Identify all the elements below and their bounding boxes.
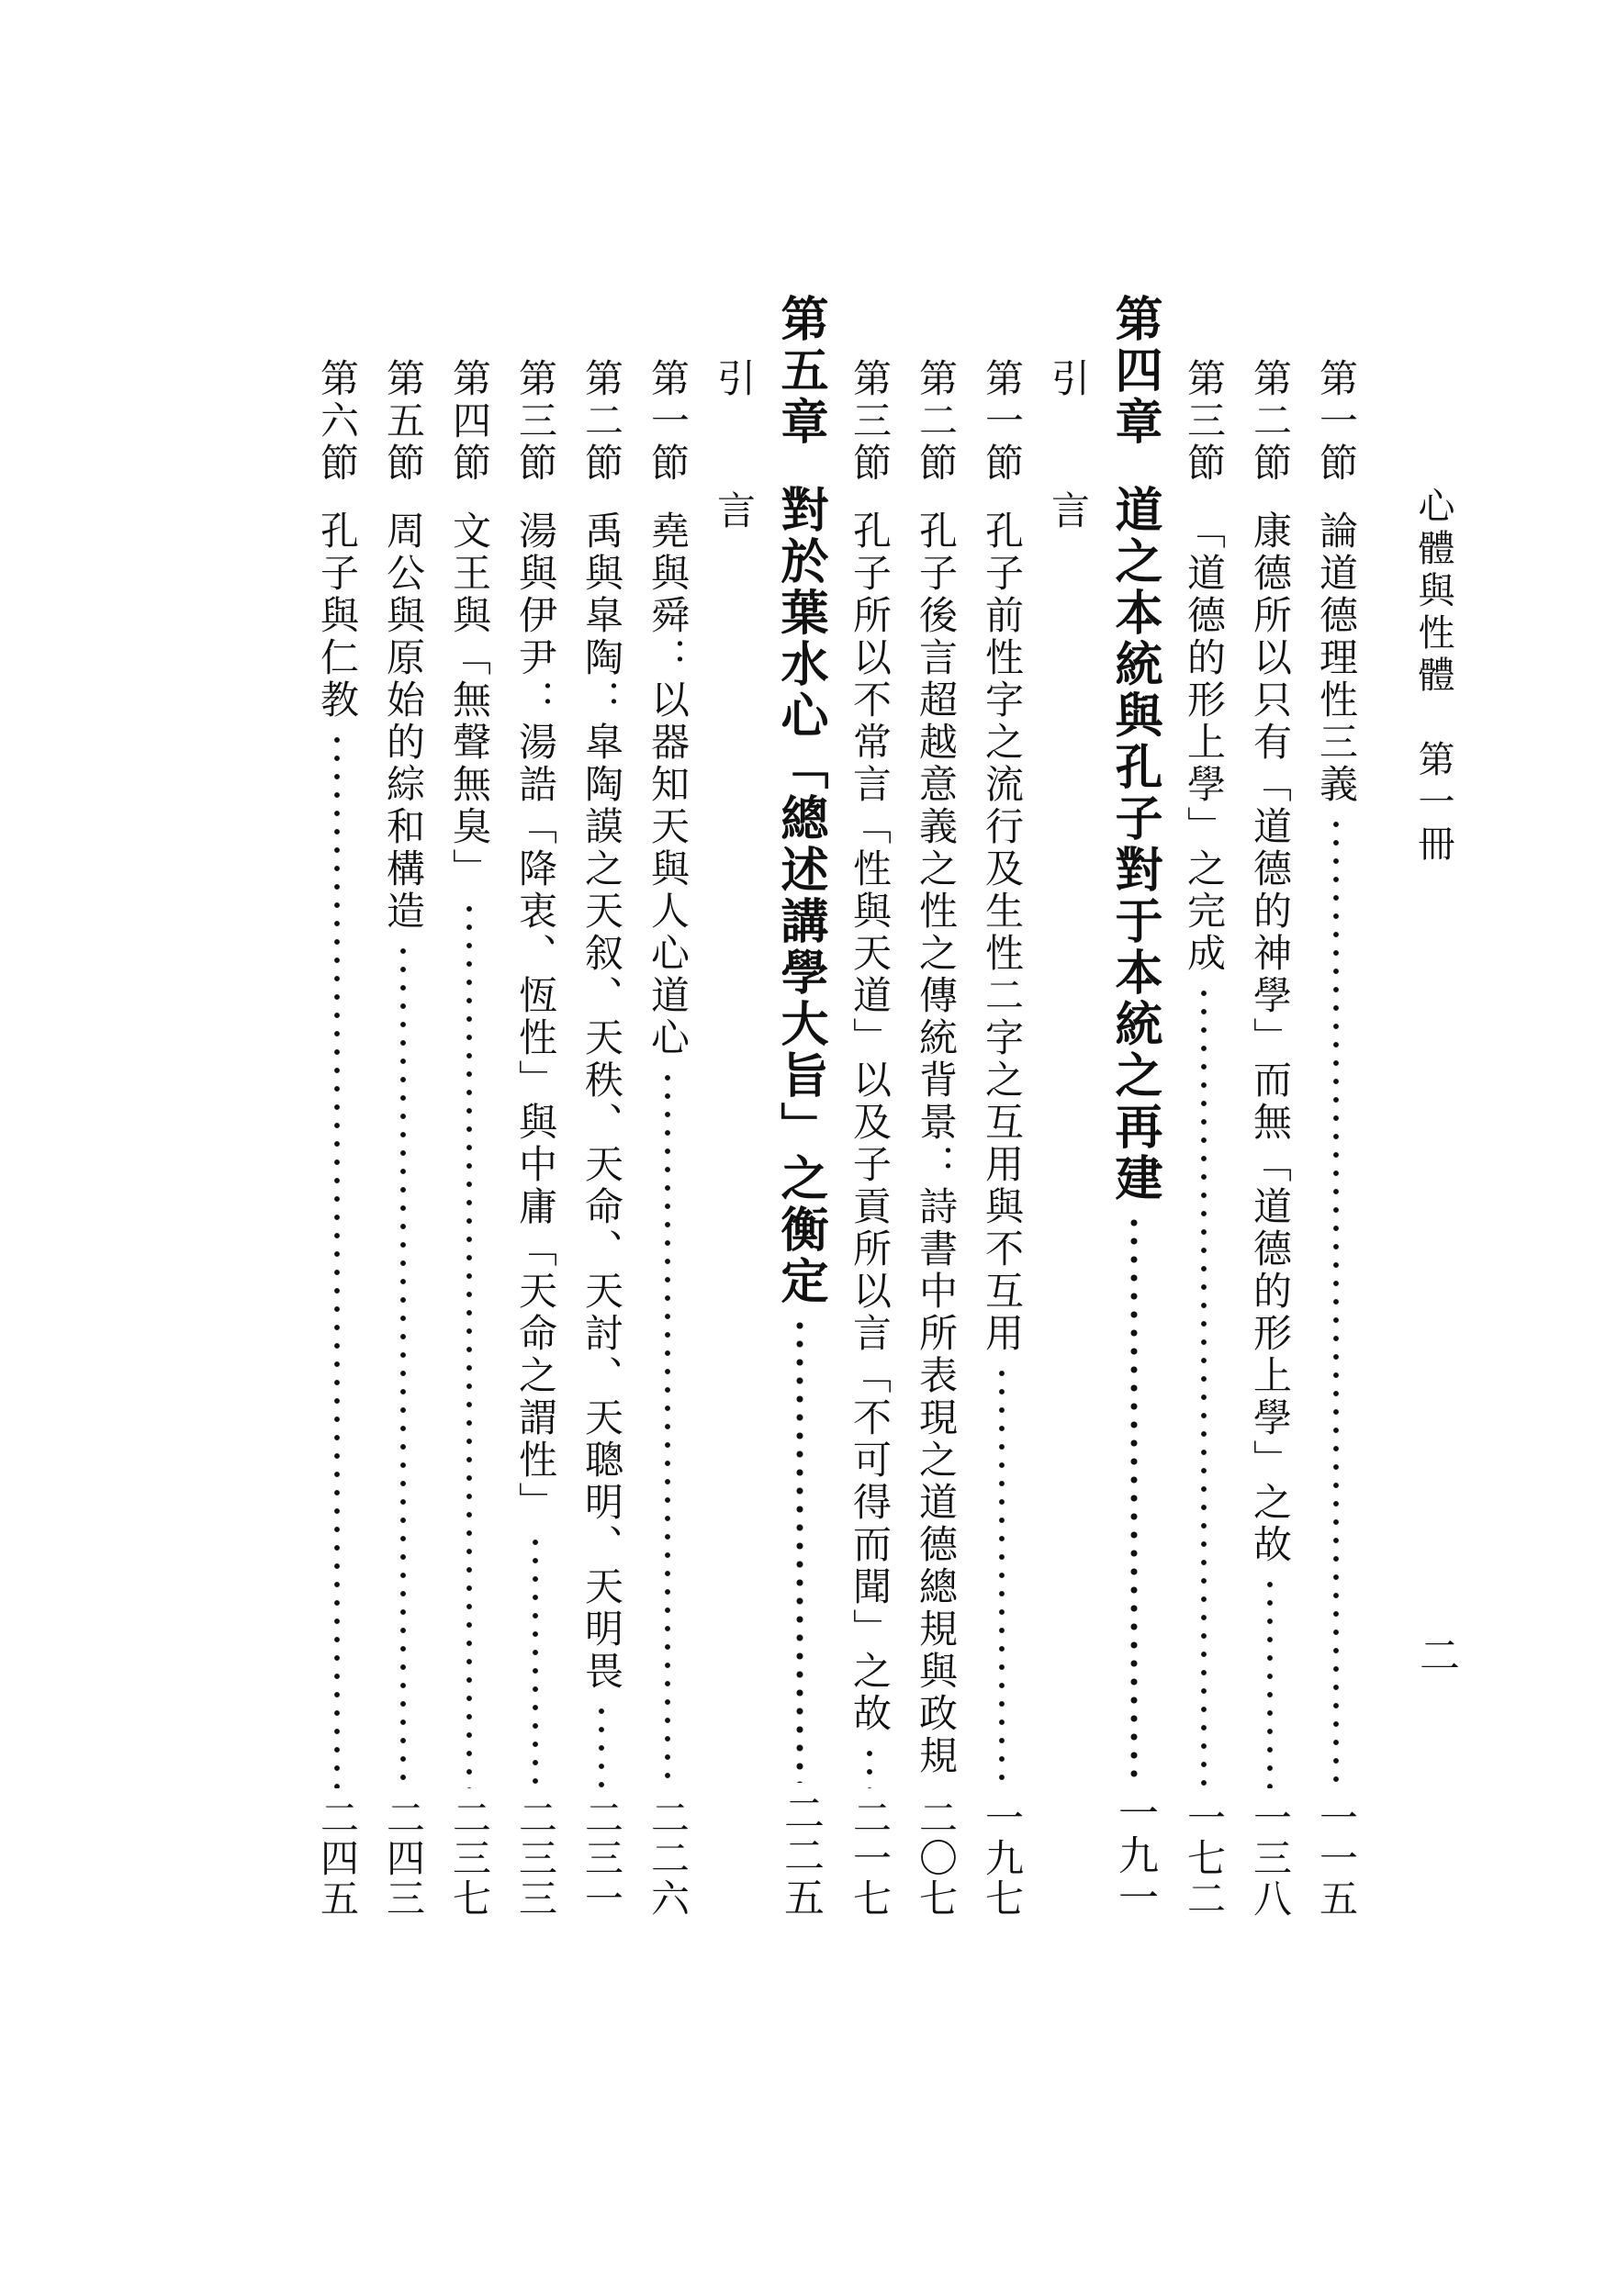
entry-page: 二四三 <box>381 1798 426 1919</box>
entry-title: 周公與原始的綜和構造 <box>381 510 426 933</box>
dot-leader <box>904 1786 968 1788</box>
entry-page: 二四五 <box>315 1798 360 1919</box>
dot-leader <box>305 731 369 1788</box>
chapter-label: 第四章 <box>1106 294 1162 448</box>
entry-label: 第五節 <box>381 358 426 485</box>
entry-title: 孔子前性字之流行及生性二字之互用與不互用 <box>980 510 1025 1355</box>
toc-intro-entry <box>702 358 766 1919</box>
entry-page: 一九七 <box>980 1798 1025 1919</box>
toc-entry <box>371 358 435 1919</box>
dot-leader <box>837 1744 902 1788</box>
entry-title: 「道德的形上學」之完成 <box>1182 510 1227 975</box>
toc-entry <box>970 358 1034 1919</box>
dot-leader <box>1238 1575 1302 1788</box>
entry-page: 一三八 <box>1248 1798 1293 1919</box>
dot-leader <box>437 900 501 1788</box>
entry-title: 文王與「無聲無臭」 <box>447 510 492 890</box>
entry-title: 論道德理性三義 <box>1314 510 1359 806</box>
entry-page: 二三七 <box>447 1798 492 1919</box>
entry-page: 二二五 <box>777 1792 824 1919</box>
toc-chapter-entry <box>1102 294 1166 1919</box>
entry-page: 二二六 <box>646 1798 691 1919</box>
dot-leader <box>1102 1214 1166 1783</box>
entry-label: 第一節 <box>980 358 1025 485</box>
entry-label: 第三節 <box>1182 358 1227 485</box>
entry-title: 堯與舜：以器知天與人心道心 <box>646 510 691 1059</box>
dot-leader <box>569 1702 634 1788</box>
entry-title: 禹與皐陶：皐陶謨之天叙、天秩、天命、天討、天聰明、天明畏 <box>579 510 624 1693</box>
entry-title: 湯與伊尹：湯誥「降衷、恆性」與中庸「天命之謂性」 <box>513 510 558 1524</box>
entry-label: 第一節 <box>1314 358 1359 485</box>
entry-page: 二三三 <box>513 1798 558 1919</box>
intro-label: 引 言 <box>712 358 757 556</box>
entry-page: 二〇七 <box>914 1798 959 1919</box>
entry-title: 康德所以只有「道德的神學」而無「道德的形上學」之故 <box>1248 510 1293 1566</box>
toc-entry <box>1304 358 1368 1919</box>
intro-label: 引 言 <box>1046 358 1091 556</box>
toc-intro-entry <box>1036 358 1100 1919</box>
entry-title: 孔子與仁教 <box>315 510 360 722</box>
chapter-title: 對於葉水心「總述講學大旨」之衡定 <box>772 485 828 1307</box>
toc-chapter-entry <box>768 294 832 1919</box>
toc-entry <box>437 358 501 1919</box>
toc-entry <box>904 358 968 1919</box>
entry-page: 二一七 <box>848 1798 893 1919</box>
entry-label: 第三節 <box>848 358 893 485</box>
entry-label: 第二節 <box>1248 358 1293 485</box>
toc-entry <box>503 358 567 1919</box>
toc-entry <box>569 358 634 1919</box>
dot-leader <box>1172 984 1236 1788</box>
entry-label: 第六節 <box>315 358 360 485</box>
chapter-label: 第五章 <box>772 294 828 448</box>
entry-page: 一一五 <box>1314 1798 1359 1919</box>
dot-leader <box>970 1364 1034 1788</box>
entry-title: 孔子後言超越意義之性之傳統背景：詩書中所表現之道德總規與政規 <box>914 510 959 1777</box>
dot-leader <box>503 1533 567 1788</box>
entry-label: 第二節 <box>914 358 959 485</box>
entry-label: 第二節 <box>579 358 624 485</box>
entry-label: 第四節 <box>447 358 492 485</box>
dot-leader <box>635 1069 700 1788</box>
entry-label: 第一節 <box>646 358 691 485</box>
entry-label: 第三節 <box>513 358 558 485</box>
toc-entry <box>305 358 369 1919</box>
entry-page: 一七二 <box>1182 1798 1227 1919</box>
entry-page: 一九一 <box>1111 1792 1158 1919</box>
dot-leader <box>371 942 435 1788</box>
toc-entry <box>1172 358 1236 1919</box>
running-header: 心體與性體 第一冊 <box>1412 487 1454 867</box>
toc-entry <box>635 358 700 1919</box>
entry-page: 二三一 <box>579 1798 624 1919</box>
dot-leader <box>1304 815 1368 1788</box>
toc-entry <box>1238 358 1302 1919</box>
dot-leader <box>768 1316 832 1783</box>
chapter-title: 道之本統與孔子對于本統之再建 <box>1106 485 1162 1204</box>
page-number: 二 <box>1412 1634 1459 1674</box>
toc-entry <box>837 358 902 1919</box>
entry-title: 孔子所以不常言「性與天道」以及子貢所以言「不可得而聞」之故 <box>848 510 893 1735</box>
